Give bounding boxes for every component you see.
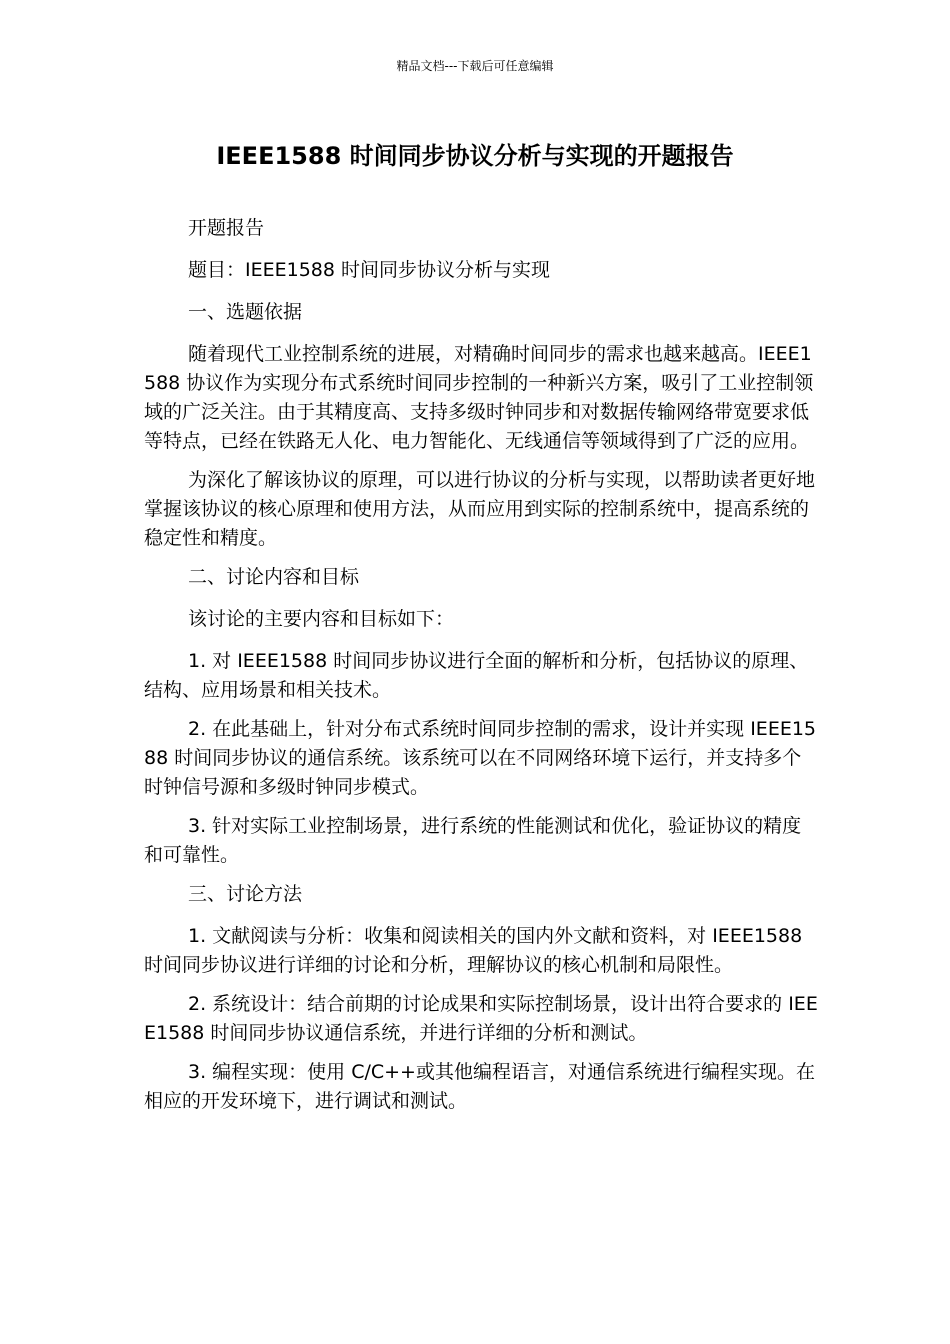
section-heading: 题目：IEEE1588 时间同步协议分析与实现: [188, 259, 551, 281]
body-paragraph: 1. 对 IEEE1588 时间同步协议进行全面的解析和分析，包括协议的原理、结构、应用场景和相关技术。: [144, 650, 809, 701]
section-heading: 一、选题依据: [188, 301, 303, 323]
header-note: 精品文档---下载后可任意编辑: [396, 59, 554, 73]
document-body: [144, 214, 819, 1126]
body-paragraph: 3. 编程实现：使用 C/C++或其他编程语言，对通信系统进行编程实现。在相应的开发环境下，进行调试和测试。: [144, 1061, 815, 1112]
section-heading: 二、讨论内容和目标: [188, 566, 360, 588]
body-paragraph: 1. 文献阅读与分析：收集和阅读相关的国内外文献和资料，对 IEEE1588 时间同步协议进行详细的讨论和分析，理解协议的核心机制和局限性。: [144, 925, 803, 976]
body-paragraph: 2. 在此基础上，针对分布式系统时间同步控制的需求，设计并实现 IEEE1588 时间同步协议的通信系统。该系统可以在不同网络环境下运行，并支持多个时钟信号源和多级时钟同步模式。: [144, 718, 817, 798]
section-heading: 该讨论的主要内容和目标如下：: [188, 608, 455, 630]
body-paragraph: 随着现代工业控制系统的进展，对精确时间同步的需求也越来越高。IEEE1588 协议作为实现分布式系统时间同步控制的一种新兴方案，吸引了工业控制领域的广泛关注。由于其精度高、支持多级时钟同步和对数据传输网络带宽要求低等特点，已经在铁路无人化、电力智能化、无线通信等领域得到了广泛的应用。: [144, 343, 814, 452]
body-paragraph: 为深化了解该协议的原理，可以进行协议的分析与实现，以帮助读者更好地掌握该协议的核心原理和使用方法，从而应用到实际的控制系统中，提高系统的稳定性和精度。: [144, 469, 816, 549]
document-title: IEEE1588 时间同步协议分析与实现的开题报告: [216, 142, 734, 170]
section-heading: 开题报告: [188, 217, 265, 239]
body-paragraph: 2. 系统设计：结合前期的讨论成果和实际控制场景，设计出符合要求的 IEEE1588 时间同步协议通信系统，并进行详细的分析和测试。: [144, 993, 818, 1044]
body-paragraph: 3. 针对实际工业控制场景，进行系统的性能测试和优化，验证协议的精度和可靠性。: [144, 815, 802, 866]
section-heading: 三、讨论方法: [188, 883, 303, 905]
